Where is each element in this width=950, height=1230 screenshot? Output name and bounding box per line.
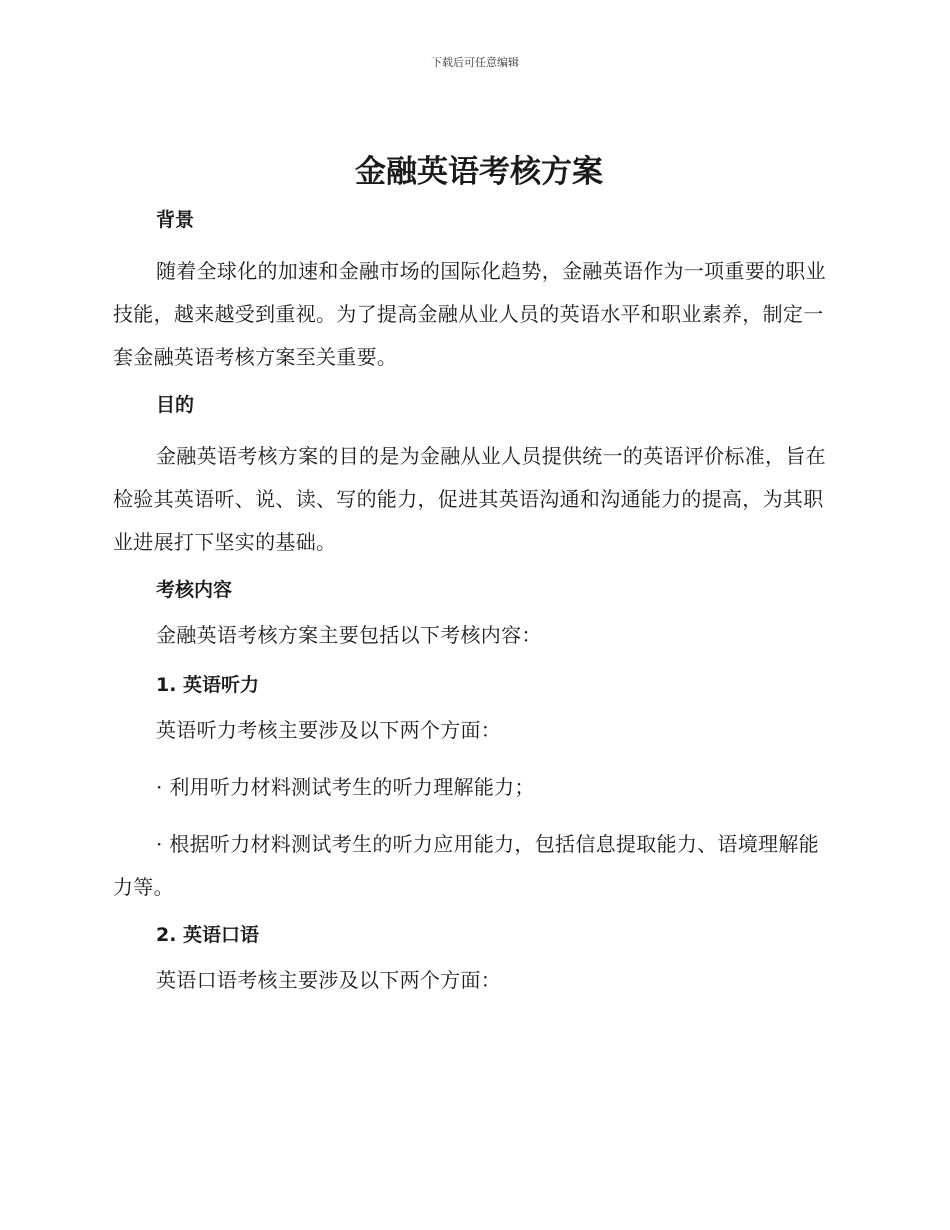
document-title: 金融英语考核方案 — [355, 154, 603, 190]
section-heading-background: 背景 — [156, 209, 195, 231]
list-item-listening-1: · 利用听力材料测试考生的听力理解能力； — [156, 775, 535, 799]
page-header: 下载后可任意编辑 — [431, 56, 519, 69]
paragraph-content-intro: 金融英语考核方案主要包括以下考核内容： — [156, 623, 542, 647]
paragraph-purpose: 金融英语考核方案的目的是为金融从业人员提供统一的英语评价标准，旨在检验其英语听、说、读、写的能力，促进其英语沟通和沟通能力的提高，为其职业进展打下坚实的基础。 — [113, 444, 826, 554]
paragraph-speaking-intro: 英语口语考核主要涉及以下两个方面： — [156, 968, 502, 992]
list-item-listening-2: · 根据听力材料测试考生的听力应用能力，包括信息提取能力、语境理解能力等。 — [113, 832, 819, 899]
paragraph-background: 随着全球化的加速和金融市场的国际化趋势，金融英语作为一项重要的职业技能，越来越受到重视。为了提高金融从业人员的英语水平和职业素养，制定一套金融英语考核方案至关重要。 — [113, 259, 826, 369]
paragraph-listening-intro: 英语听力考核主要涉及以下两个方面： — [156, 718, 502, 742]
subsection-heading-speaking: 2. 英语口语 — [156, 924, 260, 946]
subsection-heading-listening: 1. 英语听力 — [156, 674, 260, 696]
section-heading-content: 考核内容 — [156, 579, 233, 601]
section-heading-purpose: 目的 — [156, 394, 195, 416]
document-body — [113, 150, 835, 1016]
